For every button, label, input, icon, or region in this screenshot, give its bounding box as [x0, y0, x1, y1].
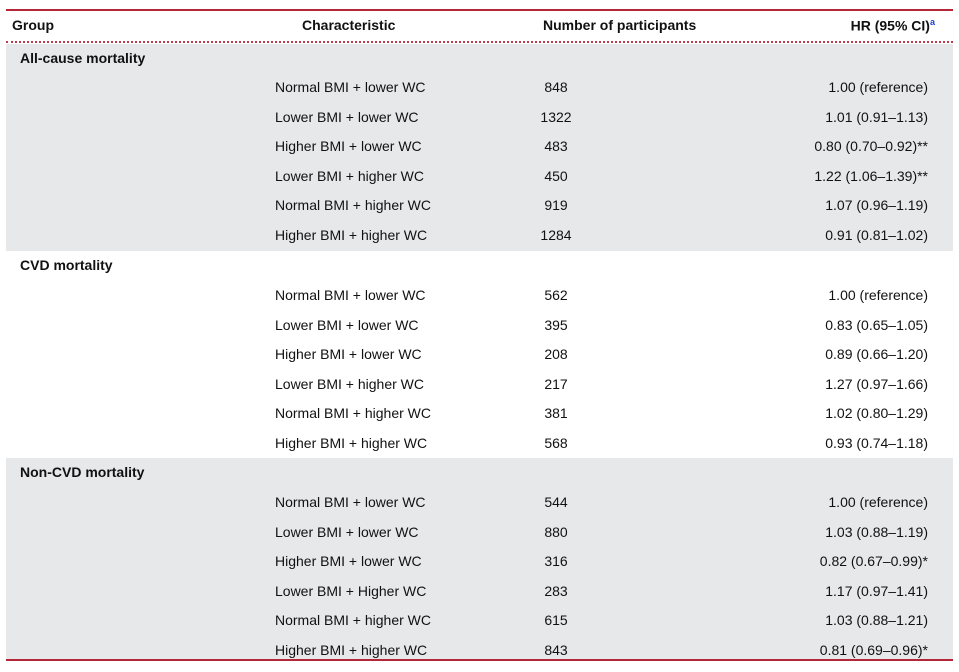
cell-hr: 1.01 (0.91–1.13): [825, 108, 928, 125]
cell-participants: 483: [544, 138, 568, 154]
cell-hr: 1.03 (0.88–1.19): [825, 523, 928, 540]
cell-characteristic: Lower BMI + Higher WC: [275, 582, 427, 599]
table-row: [6, 370, 953, 400]
section-title: Non-CVD mortality: [20, 464, 145, 480]
table-row: [6, 191, 953, 221]
table-row: [6, 399, 953, 429]
cell-participants: 381: [544, 405, 568, 421]
bottom-rule: [6, 659, 953, 661]
cell-characteristic: Lower BMI + higher WC: [275, 375, 424, 392]
table-row: [6, 577, 953, 607]
cell-participants: 450: [544, 167, 568, 184]
cell-characteristic: Lower BMI + higher WC: [275, 167, 424, 184]
cell-characteristic: Higher BMI + lower WC: [275, 346, 422, 362]
cell-characteristic: Higher BMI + higher WC: [275, 434, 428, 451]
cell-hr: 0.91 (0.81–1.02): [825, 226, 928, 243]
cell-characteristic: Normal BMI + higher WC: [275, 612, 431, 628]
header-hr: [851, 17, 935, 34]
cell-characteristic: Normal BMI + lower WC: [275, 494, 426, 510]
cell-characteristic: Lower BMI + lower WC: [275, 108, 419, 125]
table-row: [6, 606, 953, 636]
table-row: [6, 221, 953, 251]
cell-participants: 1322: [540, 108, 572, 125]
table-row: [6, 547, 953, 577]
cell-hr: 1.00 (reference): [828, 287, 928, 303]
cell-characteristic: Normal BMI + lower WC: [275, 79, 426, 95]
cell-participants: 395: [544, 316, 568, 333]
cell-hr: 1.27 (0.97–1.66): [825, 375, 928, 392]
cell-hr: 0.82 (0.67–0.99)*: [819, 553, 928, 569]
cell-participants: 843: [544, 641, 568, 658]
cell-participants: 615: [544, 612, 568, 628]
cell-hr: 1.00 (reference): [828, 494, 928, 510]
cell-participants: 568: [544, 434, 568, 451]
cell-participants: 316: [544, 553, 568, 569]
section-title: All-cause mortality: [20, 50, 146, 66]
cell-hr: 0.80 (0.70–0.92)**: [814, 138, 928, 154]
table-row: [6, 73, 953, 103]
cell-characteristic: Higher BMI + higher WC: [275, 226, 428, 243]
table-row: [6, 488, 953, 518]
table-row: [6, 162, 953, 192]
cell-characteristic: Normal BMI + lower WC: [275, 287, 426, 303]
header-participants: Number of participants: [543, 17, 697, 33]
header-dotted-rule: [6, 41, 953, 43]
cell-participants: 880: [544, 523, 568, 540]
section-non-cvd: [6, 458, 953, 659]
cell-characteristic: Higher BMI + higher WC: [275, 641, 428, 658]
table-row: [6, 132, 953, 162]
cell-participants: 208: [544, 346, 568, 362]
section-all-cause: [6, 44, 953, 251]
section-cvd: [6, 251, 953, 458]
cell-characteristic: Lower BMI + lower WC: [275, 316, 419, 333]
cell-hr: 0.93 (0.74–1.18): [825, 434, 928, 451]
cell-characteristic: Lower BMI + lower WC: [275, 523, 419, 540]
cell-participants: 562: [544, 287, 568, 303]
cell-hr: 1.17 (0.97–1.41): [825, 582, 928, 599]
header-hr-label: HR (95% CI): [850, 17, 930, 34]
section-title: CVD mortality: [20, 257, 113, 273]
cell-characteristic: Higher BMI + lower WC: [275, 553, 422, 569]
cell-characteristic: Higher BMI + lower WC: [275, 138, 422, 154]
cell-hr: 1.02 (0.80–1.29): [825, 405, 928, 421]
header-characteristic: Characteristic: [302, 17, 396, 33]
cell-hr: 0.89 (0.66–1.20): [825, 346, 928, 362]
cell-hr: 0.83 (0.65–1.05): [825, 316, 928, 333]
table-header: [6, 11, 953, 39]
header-group: Group: [12, 17, 54, 33]
table-row: [6, 518, 953, 548]
cell-hr: 1.07 (0.96–1.19): [825, 197, 928, 213]
cell-hr: 0.81 (0.69–0.96)*: [819, 641, 928, 658]
cell-participants: 283: [544, 582, 568, 599]
cell-characteristic: Normal BMI + higher WC: [275, 405, 431, 421]
cell-hr: 1.00 (reference): [828, 79, 928, 95]
cell-characteristic: Normal BMI + higher WC: [275, 197, 431, 213]
table-row: [6, 103, 953, 133]
cell-participants: 544: [544, 494, 568, 510]
cell-hr: 1.22 (1.06–1.39)**: [814, 167, 928, 184]
cell-hr: 1.03 (0.88–1.21): [825, 612, 928, 628]
cell-participants: 217: [544, 375, 568, 392]
table-row: [6, 429, 953, 459]
table-row: [6, 311, 953, 341]
table-row: [6, 281, 953, 311]
cell-participants: 848: [544, 79, 568, 95]
cell-participants: 1284: [540, 226, 572, 243]
table-row: [6, 340, 953, 370]
cell-participants: 919: [544, 197, 568, 213]
header-hr-footnote: a: [929, 17, 935, 27]
